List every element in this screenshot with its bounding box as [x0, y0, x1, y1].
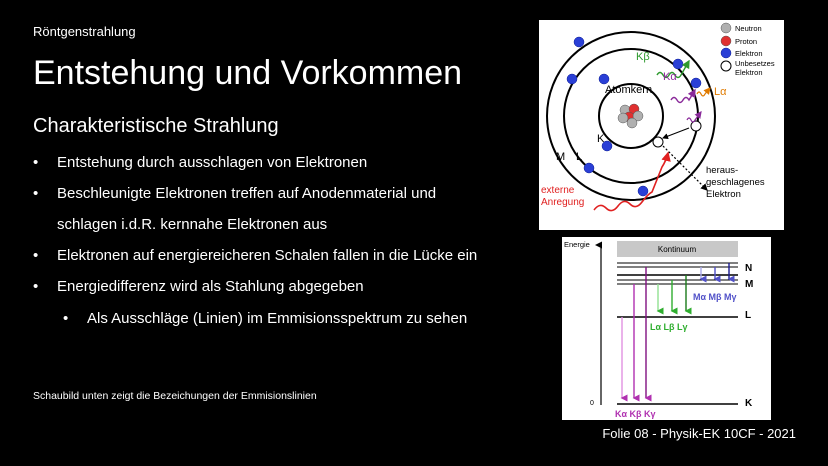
electron [574, 37, 584, 47]
legend-vacancy-2: Elektron [735, 68, 763, 77]
excitation-label-2: Anregung [541, 197, 585, 208]
excitation-arrow [594, 153, 668, 211]
continuum-label: Kontinuum [657, 245, 697, 254]
electron [584, 163, 594, 173]
l-alpha-emission [697, 88, 710, 96]
nucleus-label: Atomkern [605, 84, 653, 96]
l-series-label: Lα Lβ Lγ [650, 322, 688, 332]
bullet-marker: • [33, 247, 39, 264]
legend-electron-swatch [721, 48, 731, 58]
electron [673, 59, 683, 69]
k-alpha-emission [671, 90, 695, 103]
k-series-label: Kα Kβ Kγ [615, 409, 656, 419]
electron [599, 74, 609, 84]
slide-title: Entstehung und Vorkommen [33, 54, 463, 92]
topic-label: Röntgenstrahlung [33, 24, 136, 39]
note-text: Schaubild unten zeigt die Bezeichungen der Emmisionslinien [33, 390, 317, 402]
bullet-text: Entstehung durch ausschlagen von Elektronen [57, 154, 368, 171]
bullet-marker: • [63, 310, 69, 327]
ejected-label-1: heraus- [706, 165, 739, 176]
bullet-text: Als Ausschläge (Linien) im Emmisionsspektrum zu sehen [87, 310, 468, 327]
legend-neutron: Neutron [735, 24, 762, 33]
m-series-label: Mα Mβ Mγ [693, 292, 737, 302]
bullet-text: Beschleunigte Elektronen treffen auf Anodenmaterial und [57, 185, 437, 202]
shell-l-label: L [576, 151, 583, 163]
legend-proton: Proton [735, 37, 758, 46]
l-alpha-label: Lα [714, 86, 727, 98]
bullet-marker: • [33, 278, 39, 295]
bullet-text: Elektronen auf energiereicheren Schalen fallen in die Lücke ein [57, 247, 478, 264]
bullet-text: Energiedifferenz wird als Stahlung abgegeben [57, 278, 364, 295]
vacancy-k [653, 137, 663, 147]
legend-vacancy-swatch [721, 61, 731, 71]
slide-subtitle: Charakteristische Strahlung [33, 115, 279, 137]
energy-level-diagram [562, 237, 771, 420]
electron [691, 78, 701, 88]
legend-electron: Elektron [735, 49, 763, 58]
level-l-label: L [745, 310, 752, 321]
atom-diagram-svg [539, 20, 784, 230]
electron [638, 186, 648, 196]
energy-level-svg [562, 237, 771, 420]
ejected-label-2: geschlagenes [706, 177, 765, 188]
shell-m-label: M [556, 151, 566, 163]
ejection-arrow [663, 146, 707, 190]
legend-neutron-swatch [721, 23, 731, 33]
transition-arrow-l-k [663, 128, 689, 138]
footer-text: Folie 08 - Physik-EK 10CF - 2021 [602, 426, 796, 441]
k-beta-label: Kβ [636, 51, 650, 63]
k-alpha-label: Kα [663, 71, 677, 83]
zero-label: 0 [590, 400, 594, 407]
bullet-marker: • [33, 185, 39, 202]
shell-k-label: K [597, 133, 605, 145]
bullet-text: schlagen i.d.R. kernnahe Elektronen aus [57, 216, 328, 233]
legend-proton-swatch [721, 36, 731, 46]
bullet-marker: • [33, 154, 39, 171]
energy-axis-label: Energie [564, 240, 590, 249]
nucleus [618, 104, 643, 128]
legend-vacancy-1: Unbesetzes [735, 59, 775, 68]
legend [721, 23, 775, 77]
atom-diagram [539, 20, 784, 230]
level-k-label: K [745, 398, 753, 409]
level-n-label: N [745, 263, 753, 274]
ejected-label-3: Elektron [706, 189, 741, 200]
excitation-label-1: externe [541, 185, 575, 196]
level-m-label: M [745, 279, 754, 290]
electron [567, 74, 577, 84]
